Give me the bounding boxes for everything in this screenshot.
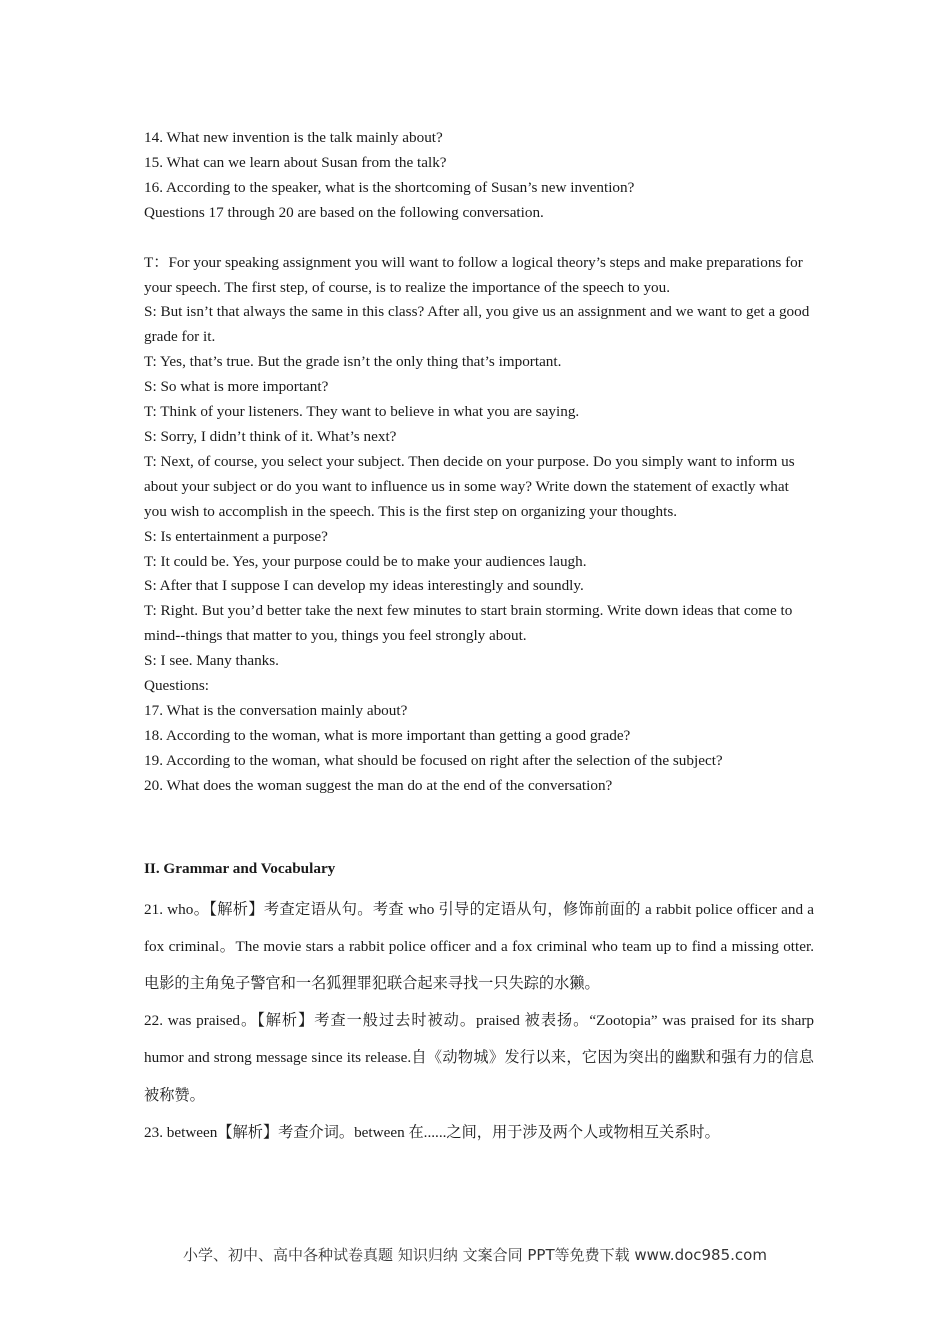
question-19: 19. According to the woman, what should be focused on right after the selection of the subject? (144, 751, 723, 769)
answer-21: 21. who。【解析】考查定语从句。考查 who 引导的定语从句，修饰前面的 a rabbit police officer and a fox criminal。The movie stars a rabbit police officer and a fox criminal who team up to find a missing otter.电影的主角兔子警官和一名狐狸罪犯联合起来寻找一只失踪的水獭。 (144, 900, 814, 992)
questions-17-20 (144, 674, 814, 799)
questions-heading: Questions: (144, 677, 209, 695)
conversation-line: S: Sorry, I didn’t think of it. What’s next? (144, 427, 397, 445)
conversation-line: T：For your speaking assignment you will want to follow a logical theory’s steps and make preparations for your speech. The first step, of course, is to realize the importance of the speech to you. (144, 253, 803, 296)
question-18: 18. According to the woman, what is more important than getting a good grade? (144, 726, 631, 744)
conversation-transcript (144, 251, 814, 674)
questions-14-16 (144, 126, 814, 226)
conversation-line: T: Right. But you’d better take the next few minutes to start brain storming. Write down ideas that come to mind--things that matter to you, things you feel strongly about. (144, 602, 793, 645)
answer-22: 22. was praised。【解析】考查一般过去时被动。praised 被表扬。“Zootopia” was praised for its sharp humor and strong message since its release.自《动物城》发行以来，它因为突出的幽默和强有力的信息被称赞。 (144, 1012, 814, 1104)
question-15: 15. What can we learn about Susan from the talk? (144, 153, 447, 171)
conversation-line: T: Next, of course, you select your subject. Then decide on your purpose. Do you simply want to inform us about your subject or do you want to influence us in some way? Write down the statement of exactly what you wish to accomplish in the speech. This is the first step on organizing your thoughts. (144, 452, 795, 520)
conversation-line: S: But isn’t that always the same in this class? After all, you give us an assignment and we want to get a good grade for it. (144, 303, 810, 346)
conversation-line: S: I see. Many thanks. (144, 652, 279, 670)
document-page (144, 126, 814, 1151)
spacer (144, 226, 814, 251)
conversation-line: T: Yes, that’s true. But the grade isn’t the only thing that’s important. (144, 353, 562, 371)
conversation-line: S: So what is more important? (144, 378, 329, 396)
conversation-line: S: Is entertainment a purpose? (144, 527, 328, 545)
conversation-line: S: After that I suppose I can develop my ideas interestingly and soundly. (144, 577, 584, 595)
question-17: 17. What is the conversation mainly about? (144, 701, 408, 719)
conversation-intro: Questions 17 through 20 are based on the following conversation. (144, 203, 544, 221)
answer-explanations (144, 891, 814, 1151)
question-16: 16. According to the speaker, what is the shortcoming of Susan’s new invention? (144, 178, 635, 196)
conversation-line: T: Think of your listeners. They want to believe in what you are saying. (144, 403, 580, 421)
spacer (144, 799, 814, 857)
question-14: 14. What new invention is the talk mainly about? (144, 129, 443, 146)
question-20: 20. What does the woman suggest the man do at the end of the conversation? (144, 776, 613, 794)
footer-watermark: 小学、初中、高中各种试卷真题 知识归纳 文案合同 PPT等免费下载 www.doc985.com (183, 1246, 767, 1264)
answer-23: 23. between【解析】考查介词。between 在......之间，用于涉及两个人或物相互关系时。 (144, 1123, 720, 1141)
section-title: II. Grammar and Vocabulary (144, 859, 336, 877)
conversation-line: T: It could be. Yes, your purpose could be to make your audiences laugh. (144, 552, 587, 570)
